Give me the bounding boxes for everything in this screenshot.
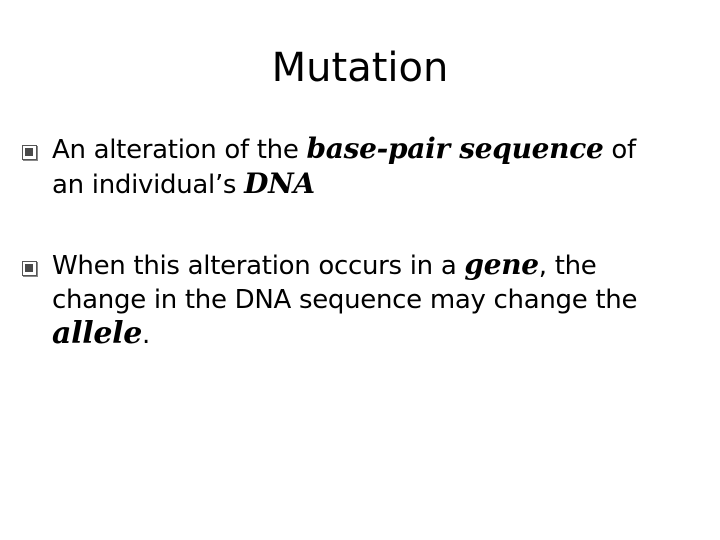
bullet-text: When this alteration occurs in a bbox=[52, 251, 465, 281]
slide-title: Mutation bbox=[271, 45, 449, 91]
bullet-text: An alteration of the bbox=[52, 135, 307, 165]
bullet-text: . bbox=[142, 320, 150, 350]
bullet-emphasis: allele bbox=[52, 316, 143, 351]
bullet-item bbox=[22, 132, 712, 202]
bullet-emphasis: gene bbox=[464, 248, 539, 281]
bullet-list bbox=[22, 132, 712, 398]
square-bullet-icon bbox=[22, 145, 37, 160]
bullet-line bbox=[52, 248, 712, 283]
bullet-text: of bbox=[603, 135, 636, 165]
square-bullet-icon bbox=[22, 261, 37, 276]
bullet-line bbox=[52, 132, 712, 167]
bullet-line bbox=[52, 317, 712, 352]
bullet-emphasis: base-pair sequence bbox=[306, 132, 604, 165]
bullet-text: , the bbox=[538, 251, 597, 281]
bullet-item bbox=[22, 248, 712, 352]
slide-title-container bbox=[255, 44, 465, 92]
bullet-line: change in the DNA sequence may change the bbox=[52, 285, 638, 315]
bullet-text: an individual’s bbox=[52, 170, 245, 200]
bullet-line bbox=[52, 167, 712, 202]
bullet-emphasis: DNA bbox=[244, 167, 315, 200]
